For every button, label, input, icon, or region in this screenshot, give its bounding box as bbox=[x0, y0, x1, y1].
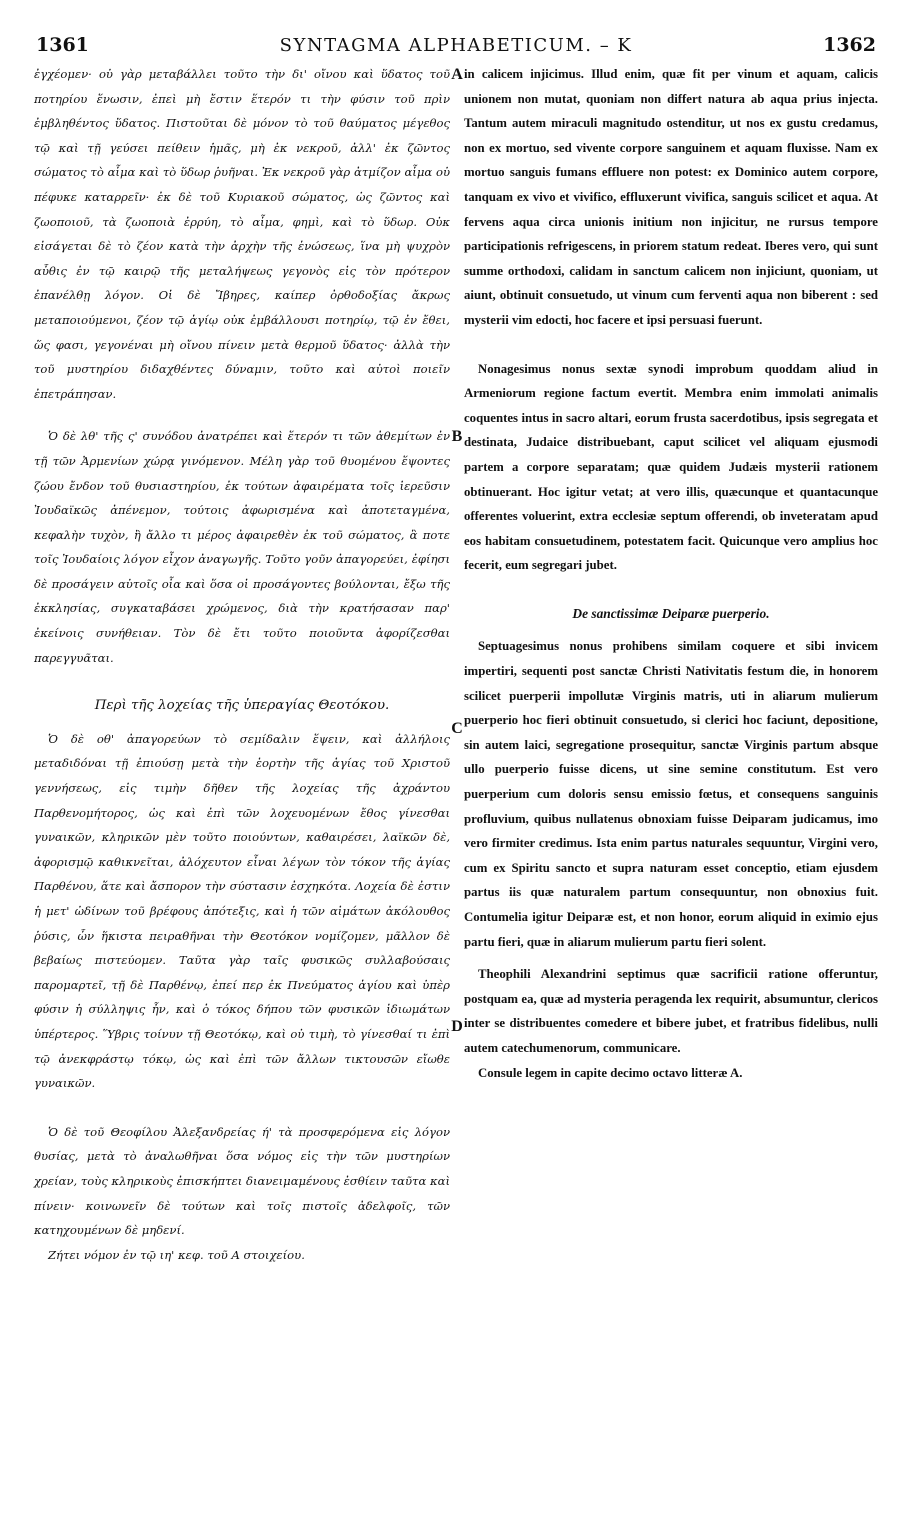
latin-paragraph-1: in calicem injicimus. Illud enim, quæ fit per vinum et aquam, calicis unionem non mutat, quoniam non differt natura ab aqua prius injecta. Tantum autem miraculi magnitudo ostenditur, ut nos ex gustu credamus, non ex mortuo, sed vivente corpore sanguinem et aquam fluxisse. Nam ex mortuo sanguis fumans effluere non potest: ex Dominico autem corpore, tanquam ex vivo et vivifico, effluxerunt vivifica, sanguis scilicet et aqua. At fervens aqua circa unionis initium non injicitur, ne rursus tempore participationis refrigescens, in priorem statum redeat. Iberes vero, qui sunt summe orthodoxi, calidam in sanctum calicem non injiciunt, quoniam, ut aiunt, obtinuit consuetudo, ut vinum cum ferventi aqua non biberent : sed mysterii vim edocti, hoc facere et ipsi persuasi fuerunt. bbox=[464, 67, 878, 327]
latin-paragraph-2: Nonagesimus nonus sextæ synodi improbum quoddam aliud in Armeniorum regione factum evertit. Membra enim immolati animalis coquentes intus in sacro altari, eorum frusta sacerdotibus, ipsis segregata et destinata, Judaice distribuebant, caput scilicet vel aliquam ejusmodi partem a corpore separatam; quæ quidem Judæis mysterii rationem obtinuerant. Hoc igitur vetat; at vero illis, quæcunque et quantacunque offerentes voluerint, extra ecclesiæ septum offerendi, ob inveteratam apud eos habitam consuetudinem, potestatem facit. Quicunque vero amplius hoc fecerit, eum segregari jubet. bbox=[464, 361, 878, 573]
greek-cross-reference: Ζήτει νόμον ἐν τῷ ιη' κεφ. τοῦ Α στοιχείου. bbox=[48, 1247, 305, 1262]
section-marker-d: D bbox=[451, 1018, 463, 1035]
page-header bbox=[36, 34, 876, 60]
page-number-left: 1361 bbox=[36, 34, 89, 56]
page-number-right: 1362 bbox=[823, 34, 876, 56]
latin-paragraph-3: Septuagesimus nonus prohibens similam coquere et sibi invicem impertiri, sequenti post sanctæ Christi Nativitatis festum die, in honorem scilicet puerperii impollutæ Virginis matris, uti in aliarum mulierum puerperio hoc fieri obtinuit consuetudo, si clerici hoc faciunt, depositione, sin autem laici, segregatione prosequitur, sanctæ Virginis partum absque ullo puerperio fuisse dicens, ut sine semine constitutum. Est vero puerperium cum doloris sensu emissio fœtus, et consequens sanguinis profluvium, quibus nullatenus obnoxiam fuisse Deiparam judicamus, imo vero firmiter credimus. Ista enim partus naturales sequuntur, Virgini vero, cum ex Spiritu sancto et supra naturam esset conceptio, etiam ejusdem partus iis quæ naturalem partum consequuntur, non obnoxius fuit. Contumelia igitur Deiparæ est, et non honor, eorum aliquid in eximio ejus partu fieri, quæ in aliarum mulierum partu fieri solent. bbox=[464, 639, 878, 949]
section-marker-a: A bbox=[451, 66, 463, 83]
greek-paragraph-4: Ὁ δὲ τοῦ Θεοφίλου Ἀλεξανδρείας ή' τὰ προσφερόμενα εἰς λόγον θυσίας, μετὰ τὸ ἀναλωθῆναι ὅσα νόμος εἰς τὴν τῶν μυστηρίων χρείαν, τοὺς κληρικοὺς ἐπισκήπτει διανειμαμένους ἐσθίειν ταῦτα καὶ πίνειν· κοινωνεῖν δὲ τούτων καὶ τοῖς πιστοῖς ἀδελφοῖς, τῶν κατηχουμένων δὲ μηδενί. bbox=[34, 1124, 450, 1238]
latin-cross-reference: Consule legem in capite decimo octavo litteræ A. bbox=[478, 1065, 743, 1080]
greek-paragraph-3: Ὁ δὲ οθ' ἀπαγορεύων τὸ σεμίδαλιν ἕψειν, καὶ ἀλλήλοις μεταδιδόναι τῇ ἐπιούσῃ μετὰ τὴν ἑορτὴν τῆς ἁγίας τοῦ Χριστοῦ γεννήσεως, εἰς τιμὴν δῆθεν τῆς λοχείας τῆς ἀχράντου Παρθενομήτορος, ὡς καὶ ἐπὶ τῶν λοχευομένων ἔθος γίνεσθαι γυναικῶν, κληρικῶν μὲν τοῦτο ποιούντων, καθαιρέσει, λαϊκῶν δὲ, ἀφορισμῷ καθικνεῖται, ἀλόχευτον εἶναι λέγων τὸν τόκον τῆς ἁγίας Παρθένου, ἅτε καὶ ἄσπορον τὴν σύστασιν ἐσχηκότα. Λοχεία δὲ ἐστιν ἡ μετ' ὠδίνων τοῦ βρέφους ἀπότεξις, καὶ ἡ τῶν αἱμάτων ἀκόλουθος ῥύσις, ὧν ἥκιστα πειραθῆναι τὴν Θεοτόκον νομίζομεν, μᾶλλον δὲ βεβαίως πιστεύομεν. Ταῦτα γὰρ ταῖς φυσικῶς συλλαβούσαις παρομαρτεῖ, τῇ δὲ Παρθένῳ, ἐπεί περ ἐκ Πνεύματος ἁγίου καὶ ὑπὲρ φύσιν ἡ σύλληψις ἦν, καὶ ὁ τόκος δήπου τῶν φυσικῶν ἰδιωμάτων ὑπέρτερος. Ὕβρις τοίνυν τῇ Θεοτόκῳ, καὶ οὐ τιμὴ, τὸ γίνεσθαί τι ἐπὶ τῷ ἀνεκφράστῳ τόκῳ, ὡς καὶ ἐπὶ τῶν ἄλλων τικτουσῶν εἴωθε γυναικῶν. bbox=[34, 731, 450, 1091]
latin-paragraph-4: Theophili Alexandrini septimus quæ sacrificii ratione offeruntur, postquam ea, quæ ad mysteria peragenda lex requirit, absumuntur, clericos inter se distribuentes comedere et bibere jubet, et fratribus fidelibus, nulli autem catechumenorum, communicare. bbox=[464, 967, 878, 1055]
greek-paragraph-2: Ὁ δὲ λθ' τῆς ς' συνόδου ἀνατρέπει καὶ ἕτερόν τι τῶν ἀθεμίτων ἐν τῇ τῶν Ἀρμενίων χώρᾳ γινόμενον. Μέλη γὰρ τοῦ θυομένου ἕψοντες ζώου ἔνδον τοῦ θυσιαστηρίου, ἐκ τούτων ἀφαιρέματα τοῖς ἱερεῦσιν Ἰουδαϊκῶς ἀπένεμον, τούτοις ἀφωρισμένα καὶ ἀποτεταγμένα, κεφαλὴν τυχὸν, ἢ ἄλλο τι μέρος ἀφαιρεθὲν ἐκ τοῦ σώματος, ἃ ποτε τοῖς Ἰουδαίοις λόγον εἶχον ἀναγωγῆς. Τοῦτο γοῦν ἀπαγορεύει, ἐφίησι δὲ προσάγειν αὐτοῖς οἷα καὶ ὅσα οἱ προσάγοντες βούλονται, ἔξω τῆς ἐκκλησίας, συγκαταβάσει χρώμενος, διὰ τὴν κρατήσασαν παρ' ἐκείνοις συνήθειαν. Τὸν δὲ ἔτι τοῦτο ποιοῦντα ἀφορίζεσθαι παρεγγυᾶται. bbox=[34, 429, 450, 665]
greek-section-heading: Περὶ τῆς λοχείας τῆς ὑπεραγίας Θεοτόκου. bbox=[94, 698, 390, 714]
latin-column bbox=[464, 62, 878, 1085]
section-marker-c: C bbox=[451, 720, 463, 737]
section-marker-b: B bbox=[451, 428, 463, 445]
running-title: SYNTAGMA ALPHABETICUM. – K bbox=[279, 35, 633, 56]
latin-section-heading: De sanctissimæ Deiparæ puerperio. bbox=[572, 605, 770, 621]
greek-paragraph-1: ἐγχέομεν· οὐ γὰρ μεταβάλλει τοῦτο τὴν δι' οἴνου καὶ ὕδατος τοῦ ποτηρίου ἕνωσιν, ἐπεὶ μὴ ἔστιν ἕτερόν τι τὴν φύσιν τοῦ πρὶν ἐμβληθέντος ὕδατος. Πιστοῦται δὲ μόνον τὸ τοῦ θαύματος μέγεθος τῷ καὶ τῇ γεύσει πείθειν ἡμᾶς, μὴ ἐκ νεκροῦ, ἀλλ' ἐκ ζῶντος σώματος τὸ αἷμα καὶ τὸ ὕδωρ ῥυῆναι. Ἐκ νεκροῦ γὰρ ἀτμίζον αἷμα οὐ πέφυκε καταρρεῖν· ἐκ δὲ τοῦ Κυριακοῦ σώματος, ὡς ζῶντος καὶ ζωοποιοῦ, τὰ ζωοποιὰ ἐρρύη, τὸ αἷμα, φημὶ, καὶ τὸ ὕδωρ. Οὐκ εἰσάγεται δὲ τὸ ζέον κατὰ τὴν ἀρχὴν τῆς ἑνώσεως, ἵνα μὴ ψυχρὸν αὖθις ἐν τῷ καιρῷ τῆς μεταλήψεως γεγονὸς εἰς τὸν πρότερον ἐπανέλθῃ λόγον. Οἱ δὲ Ἴβηρες, καίπερ ὀρθοδοξίας ἄκρως μεταποιούμενοι, ζέον τῷ ἁγίῳ οὐκ ἐμβάλλουσι ποτηρίῳ, τῷ ἐν ἔθει, ὥς φασι, γεγονέναι μὴ οἴνου πίνειν μετὰ θερμοῦ ὕδατος· ἀλλὰ τὴν τοῦ μυστηρίου διδαχθέντες δύναμιν, τοῦτο καὶ αὐτοὶ ποιεῖν ἐπετράπησαν. bbox=[34, 67, 450, 401]
greek-column bbox=[34, 62, 450, 1267]
